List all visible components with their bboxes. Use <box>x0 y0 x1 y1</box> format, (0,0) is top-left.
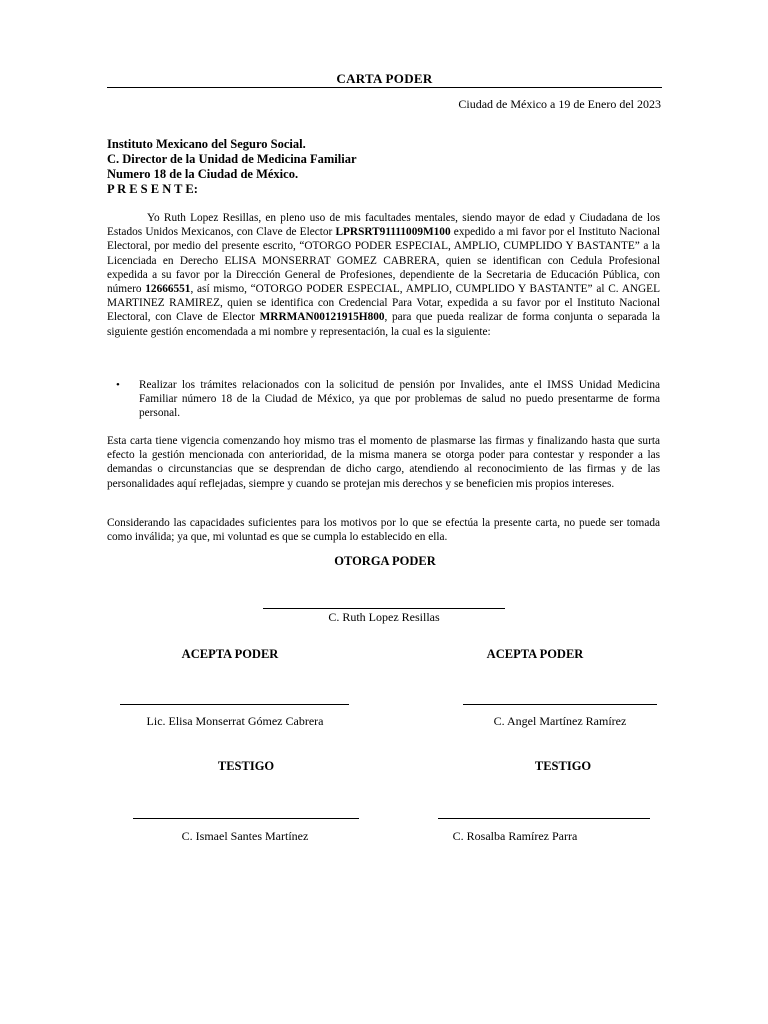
addressee-unit: Numero 18 de la Ciudad de México. <box>107 167 299 181</box>
signer-name-otorga: C. Ruth Lopez Resillas <box>328 610 440 624</box>
addressee-institution: Instituto Mexicano del Seguro Social. <box>107 137 306 151</box>
acepta-poder-header-right: ACEPTA PODER <box>486 647 584 661</box>
bullet-icon: • <box>116 379 120 391</box>
body-paragraph-3: Considerando las capacidades suficientes para los motivos por lo que se efectúa la presente carta, no puede ser tomada como inválida; ya que, mi voluntad es que se cumpla lo establecido en ella. <box>107 517 660 544</box>
p1-text-a: Yo Ruth Lopez Resillas, en pleno uso de mis facultades mentales, siendo mayor de edad y Ciudadana de los Estados Unidos Mexicanos, con Clave de Elector <box>107 212 660 239</box>
body-paragraph-1 <box>107 211 660 339</box>
document-title: CARTA PODER <box>336 71 433 86</box>
addressee-director: C. Director de la Unidad de Medicina Familiar <box>107 152 357 166</box>
signature-line-otorga <box>263 608 505 609</box>
testigo-header-right: TESTIGO <box>534 759 592 773</box>
bullet-item: Realizar los trámites relacionados con la solicitud de pensión por Invalides, ante el IMSS Unidad Medicina Familiar número 18 de la Ciudad de México, ya que por problemas de salud no puedo presentarme de forma personal. <box>139 379 660 420</box>
voter-key-1: LPRSRT91111009M100 <box>335 226 451 239</box>
signature-line-testigo-right <box>438 818 650 819</box>
p1-text-d: , para que pueda realizar de forma conjunta o separada la siguiente gestión encomendada a mi nombre y representación, la cual es la siguiente: <box>107 311 660 338</box>
p1-text-c: , así mismo, “OTORGO PODER ESPECIAL, AMPLIO, CUMPLIDO Y BASTANTE” al C. ANGEL MARTINEZ RAMIREZ, quien se identifica con Credencial Para Votar, expedida a su favor por el Instituto Nacional Electoral, con Clave de Elector <box>107 283 660 324</box>
signer-name-acepta-right: C. Angel Martínez Ramírez <box>493 714 627 728</box>
addressee-presente: P R E S E N T E: <box>107 182 198 196</box>
signature-line-acepta-right <box>463 704 657 705</box>
signature-line-acepta-left <box>120 704 349 705</box>
place-date: Ciudad de México a 19 de Enero del 2023 <box>458 97 661 111</box>
voter-key-2: MRRMAN00121915H800 <box>259 311 385 324</box>
acepta-poder-header-left: ACEPTA PODER <box>181 647 279 661</box>
signer-name-testigo-left: C. Ismael Santes Martínez <box>181 829 309 843</box>
professional-license-number: 12666551 <box>145 283 191 296</box>
signature-line-testigo-left <box>133 818 359 819</box>
p1-text-b: expedido a mi favor por el Instituto Nacional Electoral, por medio del presente escrito, “OTORGO PODER ESPECIAL, AMPLIO, CUMPLIDO Y BASTANTE” a la Licenciada en Derecho ELISA MONSERRAT GOMEZ CABRERA, quien se identifican con Cedula Profesional expedida a su favor por la Dirección General de Profesiones, dependiente de la Secretaria de Educación Pública, con número <box>107 226 661 296</box>
body-paragraph-2: Esta carta tiene vigencia comenzando hoy mismo tras el momento de plasmarse las firmas y finalizando hasta que surta efecto la gestión mencionada con anterioridad, de la misma manera se otorga poder para contestar y responder a las demandas o circunstancias que se desprendan de dicho cargo, atendiendo al reconocimiento de las firmas y de las personalidades aquí reflejadas, siempre y cuando se protejan mis derechos y se beneficien mis propios intereses. <box>107 435 660 490</box>
otorga-poder-header: OTORGA PODER <box>334 554 436 568</box>
signer-name-acepta-left: Lic. Elisa Monserrat Gómez Cabrera <box>146 714 324 728</box>
testigo-header-left: TESTIGO <box>217 759 275 773</box>
signer-name-testigo-right: C. Rosalba Ramírez Parra <box>452 829 578 843</box>
title-underline <box>107 87 662 88</box>
